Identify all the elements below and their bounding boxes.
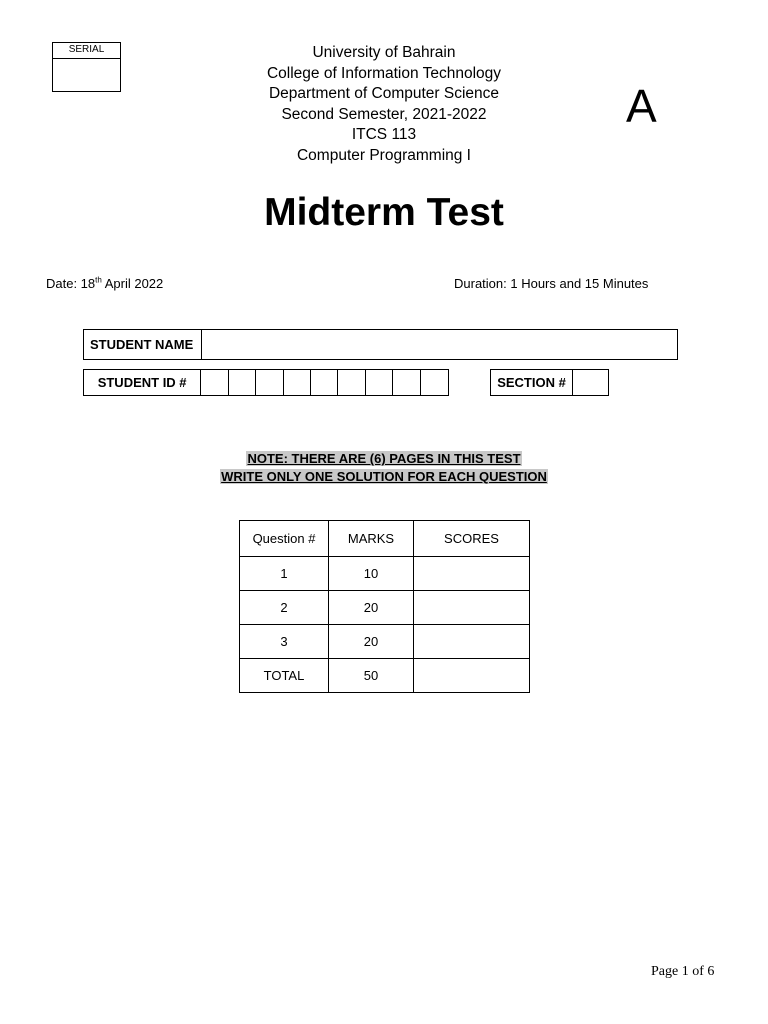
student-id-digit[interactable] (421, 370, 448, 395)
header-question: Question # (240, 521, 329, 557)
question-marks: 10 (329, 557, 414, 591)
header-marks: MARKS (329, 521, 414, 557)
section-field[interactable] (573, 370, 608, 395)
question-marks: 20 (329, 625, 414, 659)
exam-version: A (626, 80, 657, 132)
total-marks: 50 (329, 659, 414, 693)
college-name: College of Information Technology (266, 64, 502, 82)
section-row (490, 369, 609, 396)
course-name: Computer Programming I (296, 146, 471, 164)
note-one-solution: WRITE ONLY ONE SOLUTION FOR EACH QUESTION (221, 468, 547, 484)
header-scores: SCORES (414, 521, 530, 557)
question-number: 2 (240, 591, 329, 625)
student-id-digit[interactable] (311, 370, 338, 395)
exam-date: Date: 18th April 2022 (46, 275, 164, 291)
question-number: 3 (240, 625, 329, 659)
section-label: SECTION # (491, 370, 573, 395)
note-pages: NOTE: THERE ARE (6) PAGES IN THIS TEST (247, 451, 521, 466)
exam-duration: Duration: 1 Hours and 15 Minutes (454, 276, 649, 291)
question-marks: 20 (329, 591, 414, 625)
department-name: Department of Computer Science (268, 85, 500, 103)
header-block (184, 43, 584, 167)
serial-label: SERIAL (53, 43, 120, 59)
student-id-label: STUDENT ID # (84, 370, 201, 395)
question-number: 1 (240, 557, 329, 591)
table-header-row (240, 521, 530, 557)
page-title: Midterm Test (264, 191, 504, 234)
marks-table (239, 520, 530, 693)
student-id-digit[interactable] (201, 370, 228, 395)
score-field[interactable] (414, 557, 530, 591)
student-name-label: STUDENT NAME (84, 330, 202, 359)
course-code: ITCS 113 (351, 126, 417, 144)
semester: Second Semester, 2021-2022 (281, 105, 487, 123)
student-name-field[interactable] (202, 330, 677, 359)
score-field[interactable] (414, 591, 530, 625)
table-row (240, 625, 530, 659)
table-row-total (240, 659, 530, 693)
total-label: TOTAL (240, 659, 329, 693)
score-field[interactable] (414, 625, 530, 659)
student-id-digit[interactable] (229, 370, 256, 395)
serial-box (52, 42, 121, 92)
student-id-digit[interactable] (338, 370, 365, 395)
student-id-digit[interactable] (256, 370, 283, 395)
student-id-row (83, 369, 449, 396)
student-id-digit[interactable] (393, 370, 420, 395)
university-name: University of Bahrain (312, 44, 456, 61)
table-row (240, 557, 530, 591)
student-id-digit[interactable] (366, 370, 393, 395)
student-id-digit[interactable] (284, 370, 311, 395)
notes (184, 450, 584, 485)
student-name-row (83, 329, 678, 360)
total-score-field[interactable] (414, 659, 530, 693)
table-row (240, 591, 530, 625)
page-number: Page 1 of 6 (651, 964, 715, 979)
